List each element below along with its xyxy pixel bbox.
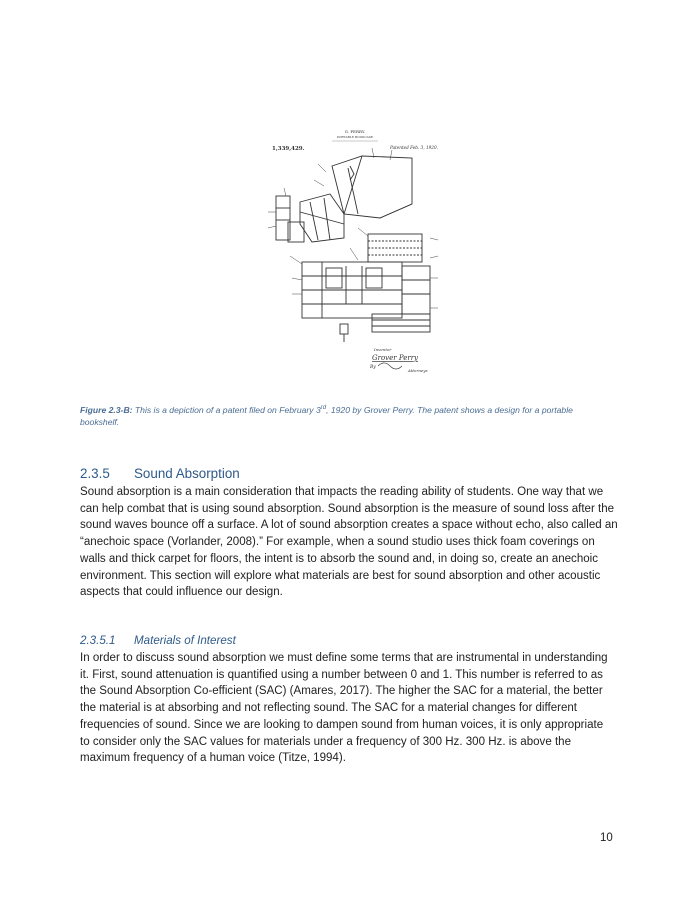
paragraph-line: it. First, sound attenuation is quantified using a number between 0 and 1. This number is referred to as [80,668,603,681]
patent-inventor-label: Inventor [374,347,392,352]
patent-sketch [276,156,430,342]
paragraph-line: environment. This section will explore what materials are best for sound absorption and other acoustic [80,569,601,582]
caption-text-a: This is a depiction of a patent filed on February 3 [132,405,321,415]
subsection-title: Materials of Interest [134,634,236,647]
section-heading [80,466,640,482]
patent-figure [262,128,448,376]
patent-inventor-name: Grover Perry [372,354,419,362]
section-title: Sound Absorption [134,466,240,481]
caption-line-2: bookshelf. [80,417,120,427]
caption-lead: Figure 2.3-B: [80,405,133,415]
paragraph-line: aspects that could influence our design. [80,586,283,599]
page-number: 10 [600,832,613,844]
paragraph-line: maximum frequency of a human voice (Titze, 1994). [80,752,346,765]
paragraph-line: sound waves bounce off a surface. A lot of sound absorption creates a space without echo, also called an [80,519,618,532]
caption-superscript: rd [320,405,327,412]
caption-text-b: , 1920 by Grover Perry. The patent shows a design for a portable [326,405,573,415]
paragraph-line: walls and thick carpet for floors, the intent is to absorb the sound and, in doing so, create an anechoic [80,552,598,565]
paragraph-line: the material is at absorbing and not reflecting sound. The SAC for a material changes for different [80,702,578,715]
patent-by: By [370,365,376,370]
patent-attorney-signature [378,363,402,369]
subsection-paragraph [80,650,620,767]
paragraph-line: In order to discuss sound absorption we must define some terms that are instrumental in understanding [80,652,608,664]
subsection-heading [80,633,640,648]
paragraph-line: frequencies of sound. Since we are looking to dampen sound from human voices, it is only appropriate [80,718,604,731]
patent-attorneys: Attorneys [408,368,428,373]
paragraph-line: “anechoic space (Vorlander, 2008).” For example, when a sound studio uses thick foam coverings on [80,536,595,549]
patent-date: Patented Feb. 3, 1920. [390,145,438,150]
section-number: 2.3.5 [80,466,110,481]
patent-title-line: PORTABLE BOOKCASE [336,135,374,139]
paragraph-line: can help combat that is using sound absorption. Sound absorption is the measure of sound loss after the [80,502,615,515]
subsection-number: 2.3.5.1 [80,634,116,647]
paragraph-line: to consider only the SAC values for materials under a frequency of 300 Hz. 300 Hz. is above the [80,735,572,748]
paragraph-line: Sound absorption is a main consideration that impacts the reading ability of students. One way that we [80,486,604,498]
paragraph-line: the Sound Absorption Co-efficient (SAC) (Amares, 2017). The higher the SAC for a material, the better [80,685,603,698]
section-paragraph [80,484,620,601]
figure-caption [80,404,620,428]
patent-drawing [262,128,448,376]
patent-number: 1,339,429. [272,146,305,152]
patent-inventor-heading: G. PERRY. [344,129,366,134]
